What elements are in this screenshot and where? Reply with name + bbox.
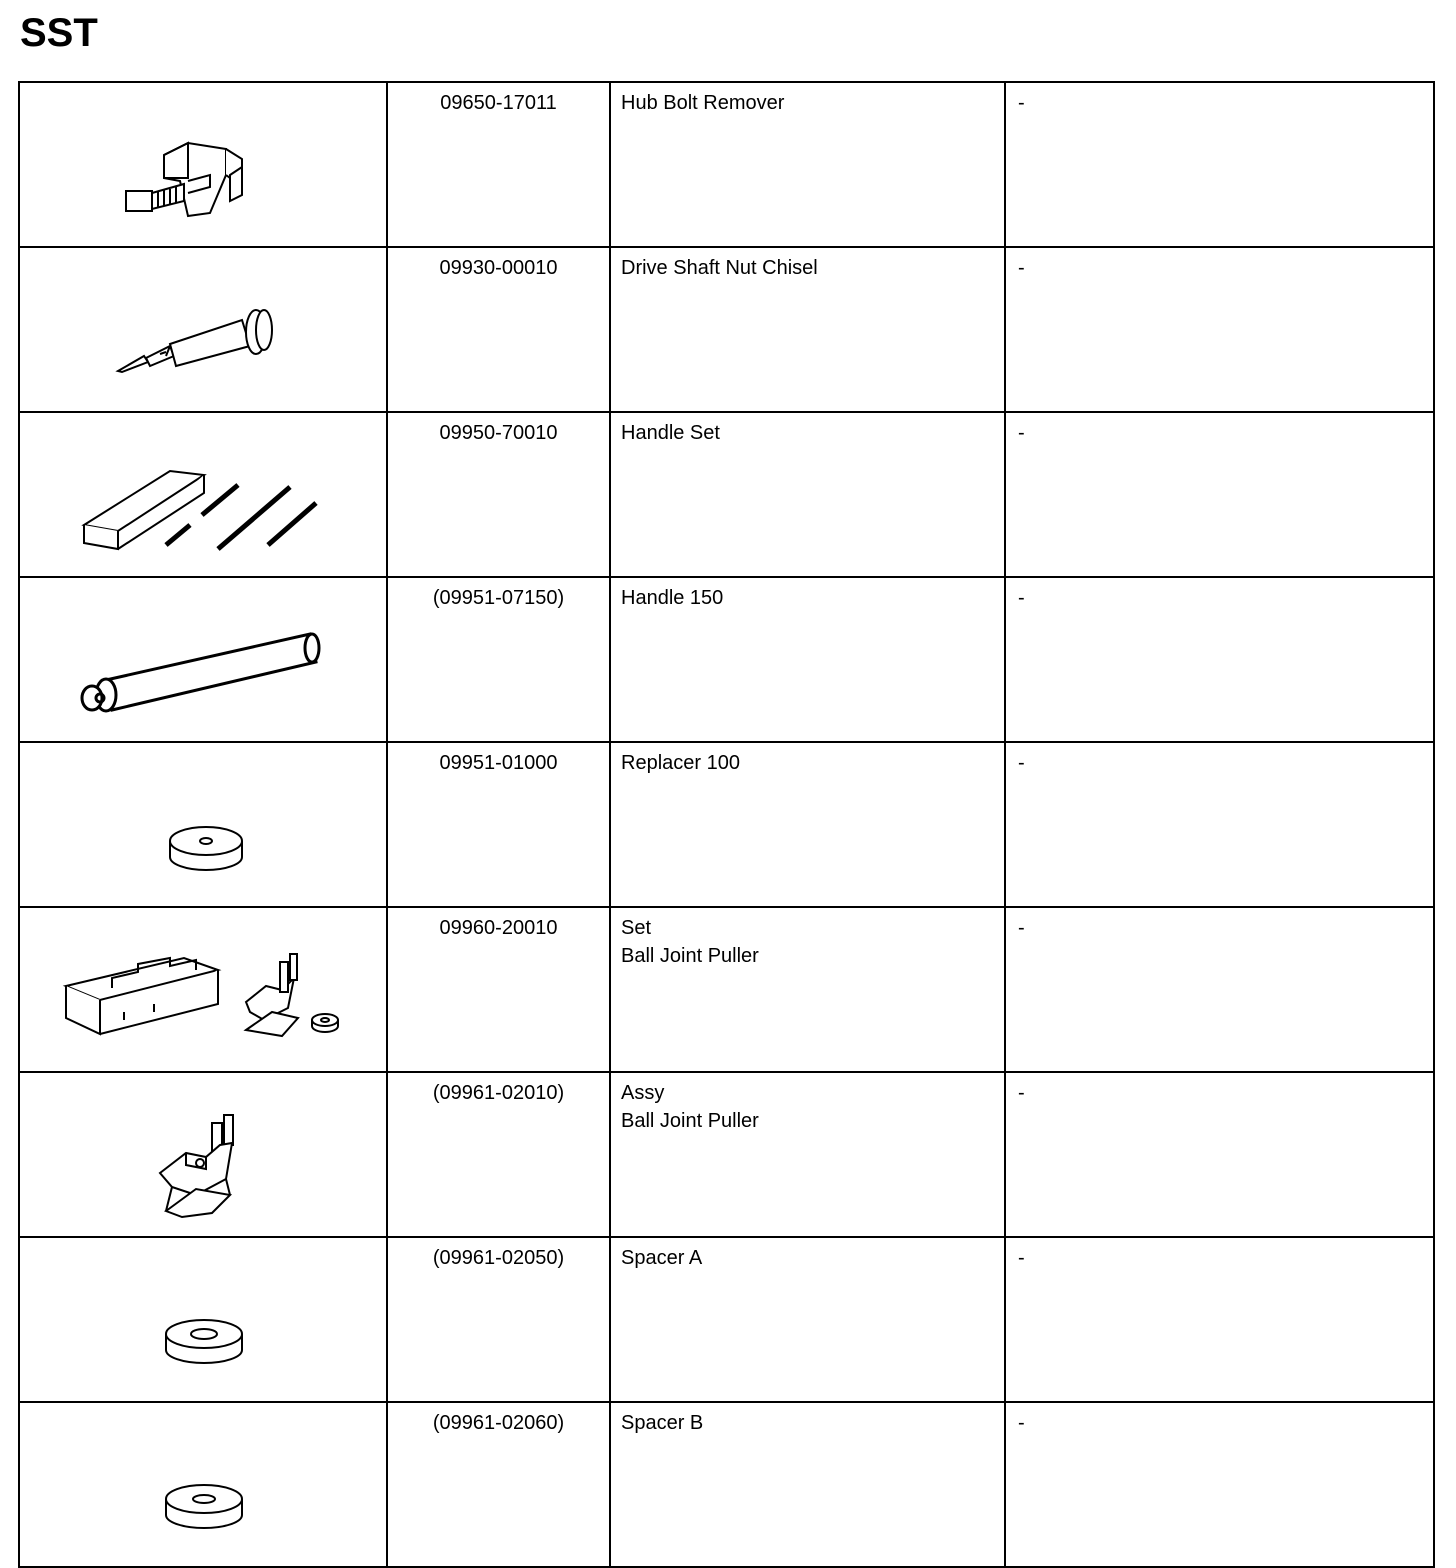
tool-name-line: Ball Joint Puller — [621, 945, 759, 967]
table-row — [19, 577, 1434, 742]
tool-illustration-cell — [19, 1237, 387, 1402]
tool-name — [610, 1402, 1005, 1567]
tool-name — [610, 412, 1005, 577]
table-row — [19, 1072, 1434, 1237]
part-number: (09961-02060) — [387, 1402, 610, 1567]
tool-note: - — [1005, 742, 1434, 907]
replacer-disc-icon — [20, 743, 386, 900]
table-row — [19, 1237, 1434, 1402]
part-number: (09961-02010) — [387, 1072, 610, 1237]
tool-name — [610, 82, 1005, 247]
part-number: 09950-70010 — [387, 412, 610, 577]
tool-note: - — [1005, 1402, 1434, 1567]
chisel-icon — [20, 248, 386, 405]
tool-name — [610, 1072, 1005, 1237]
sst-table — [18, 81, 1435, 1568]
part-number: 09960-20010 — [387, 907, 610, 1072]
part-number: 09650-17011 — [387, 82, 610, 247]
part-number: (09961-02050) — [387, 1237, 610, 1402]
table-row — [19, 247, 1434, 412]
tool-illustration-cell — [19, 247, 387, 412]
tool-illustration-cell — [19, 412, 387, 577]
page-title: SST — [20, 11, 98, 55]
tool-note: - — [1005, 577, 1434, 742]
tool-note: - — [1005, 907, 1434, 1072]
tool-name-line: Ball Joint Puller — [621, 1110, 759, 1132]
tool-illustration-cell — [19, 577, 387, 742]
tool-note: - — [1005, 82, 1434, 247]
part-number: (09951-07150) — [387, 577, 610, 742]
table-row — [19, 742, 1434, 907]
part-number: 09930-00010 — [387, 247, 610, 412]
handle-icon — [20, 578, 386, 735]
table-row — [19, 412, 1434, 577]
tool-illustration-cell — [19, 82, 387, 247]
handle-set-icon — [20, 413, 386, 570]
tool-note: - — [1005, 412, 1434, 577]
tool-name — [610, 742, 1005, 907]
tool-name — [610, 907, 1005, 1072]
table-row — [19, 907, 1434, 1072]
tool-name-line: Handle 150 — [621, 587, 724, 609]
tool-note: - — [1005, 247, 1434, 412]
table-row — [19, 82, 1434, 247]
tool-illustration-cell — [19, 907, 387, 1072]
ball-joint-puller-set-icon — [20, 908, 386, 1065]
tool-name-line: Handle Set — [621, 422, 720, 444]
spacer-icon — [20, 1403, 386, 1560]
tool-name — [610, 1237, 1005, 1402]
tool-name — [610, 577, 1005, 742]
ball-joint-puller-icon — [20, 1073, 386, 1230]
hub-bolt-remover-icon — [20, 83, 386, 240]
tool-name-line: Set — [621, 917, 652, 939]
spacer-icon — [20, 1238, 386, 1395]
tool-illustration-cell — [19, 1072, 387, 1237]
tool-name — [610, 247, 1005, 412]
tool-name-line: Hub Bolt Remover — [621, 92, 785, 114]
tool-note: - — [1005, 1237, 1434, 1402]
tool-illustration-cell — [19, 742, 387, 907]
tool-name-line: Spacer B — [621, 1412, 704, 1434]
tool-name-line: Drive Shaft Nut Chisel — [621, 257, 818, 279]
table-row — [19, 1402, 1434, 1567]
part-number: 09951-01000 — [387, 742, 610, 907]
tool-note: - — [1005, 1072, 1434, 1237]
tool-name-line: Spacer A — [621, 1247, 703, 1269]
tool-name-line: Assy — [621, 1082, 665, 1104]
tool-illustration-cell — [19, 1402, 387, 1567]
tool-name-line: Replacer 100 — [621, 752, 740, 774]
